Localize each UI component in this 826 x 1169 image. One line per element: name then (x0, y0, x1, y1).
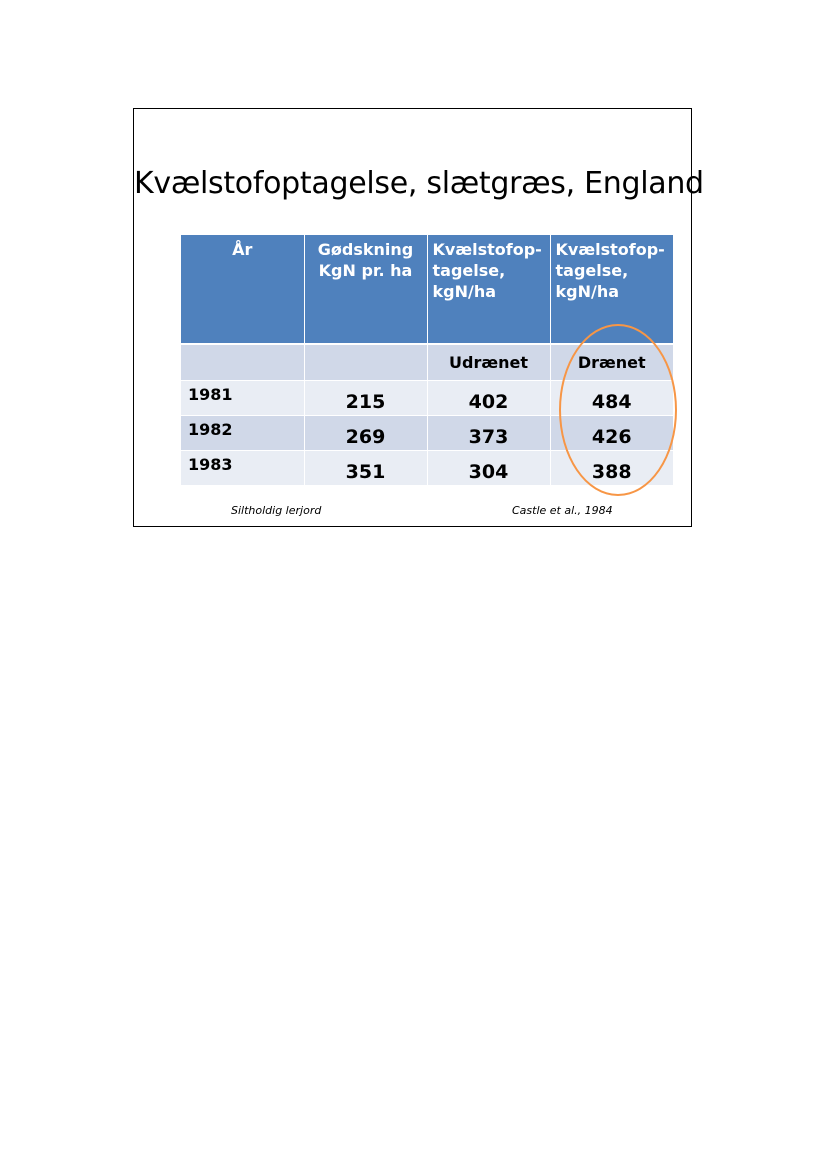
table-row (181, 380, 673, 415)
year-cell: 1982 (181, 415, 304, 450)
subheader-drained: Drænet (550, 344, 673, 380)
footnote-source: Castle et al., 1984 (512, 504, 613, 517)
value-cell: 215 (304, 380, 427, 415)
subheader-cell (181, 344, 304, 380)
value-cell: 388 (550, 450, 673, 485)
header-fertilization: Gødskning KgN pr. ha (304, 235, 427, 344)
table-header-row (181, 235, 673, 344)
subheader-cell (304, 344, 427, 380)
value-cell: 373 (427, 415, 550, 450)
value-cell: 269 (304, 415, 427, 450)
header-uptake-undrained: Kvælstofop-tagelse, kgN/ha (427, 235, 550, 344)
value-cell: 304 (427, 450, 550, 485)
value-cell: 351 (304, 450, 427, 485)
slide-title: Kvælstofoptagelse, slætgræs, England (134, 166, 704, 201)
header-uptake-drained: Kvælstofop-tagelse, kgN/ha (550, 235, 673, 344)
table-row (181, 415, 673, 450)
year-cell: 1983 (181, 450, 304, 485)
header-year: År (181, 235, 304, 344)
table-row (181, 450, 673, 485)
footnote-soil-type: Siltholdig lerjord (231, 504, 322, 517)
value-cell: 484 (550, 380, 673, 415)
subheader-undrained: Udrænet (427, 344, 550, 380)
data-table (181, 235, 673, 485)
slide (133, 108, 704, 527)
year-cell: 1981 (181, 380, 304, 415)
table-subheader-row (181, 344, 673, 380)
value-cell: 426 (550, 415, 673, 450)
value-cell: 402 (427, 380, 550, 415)
